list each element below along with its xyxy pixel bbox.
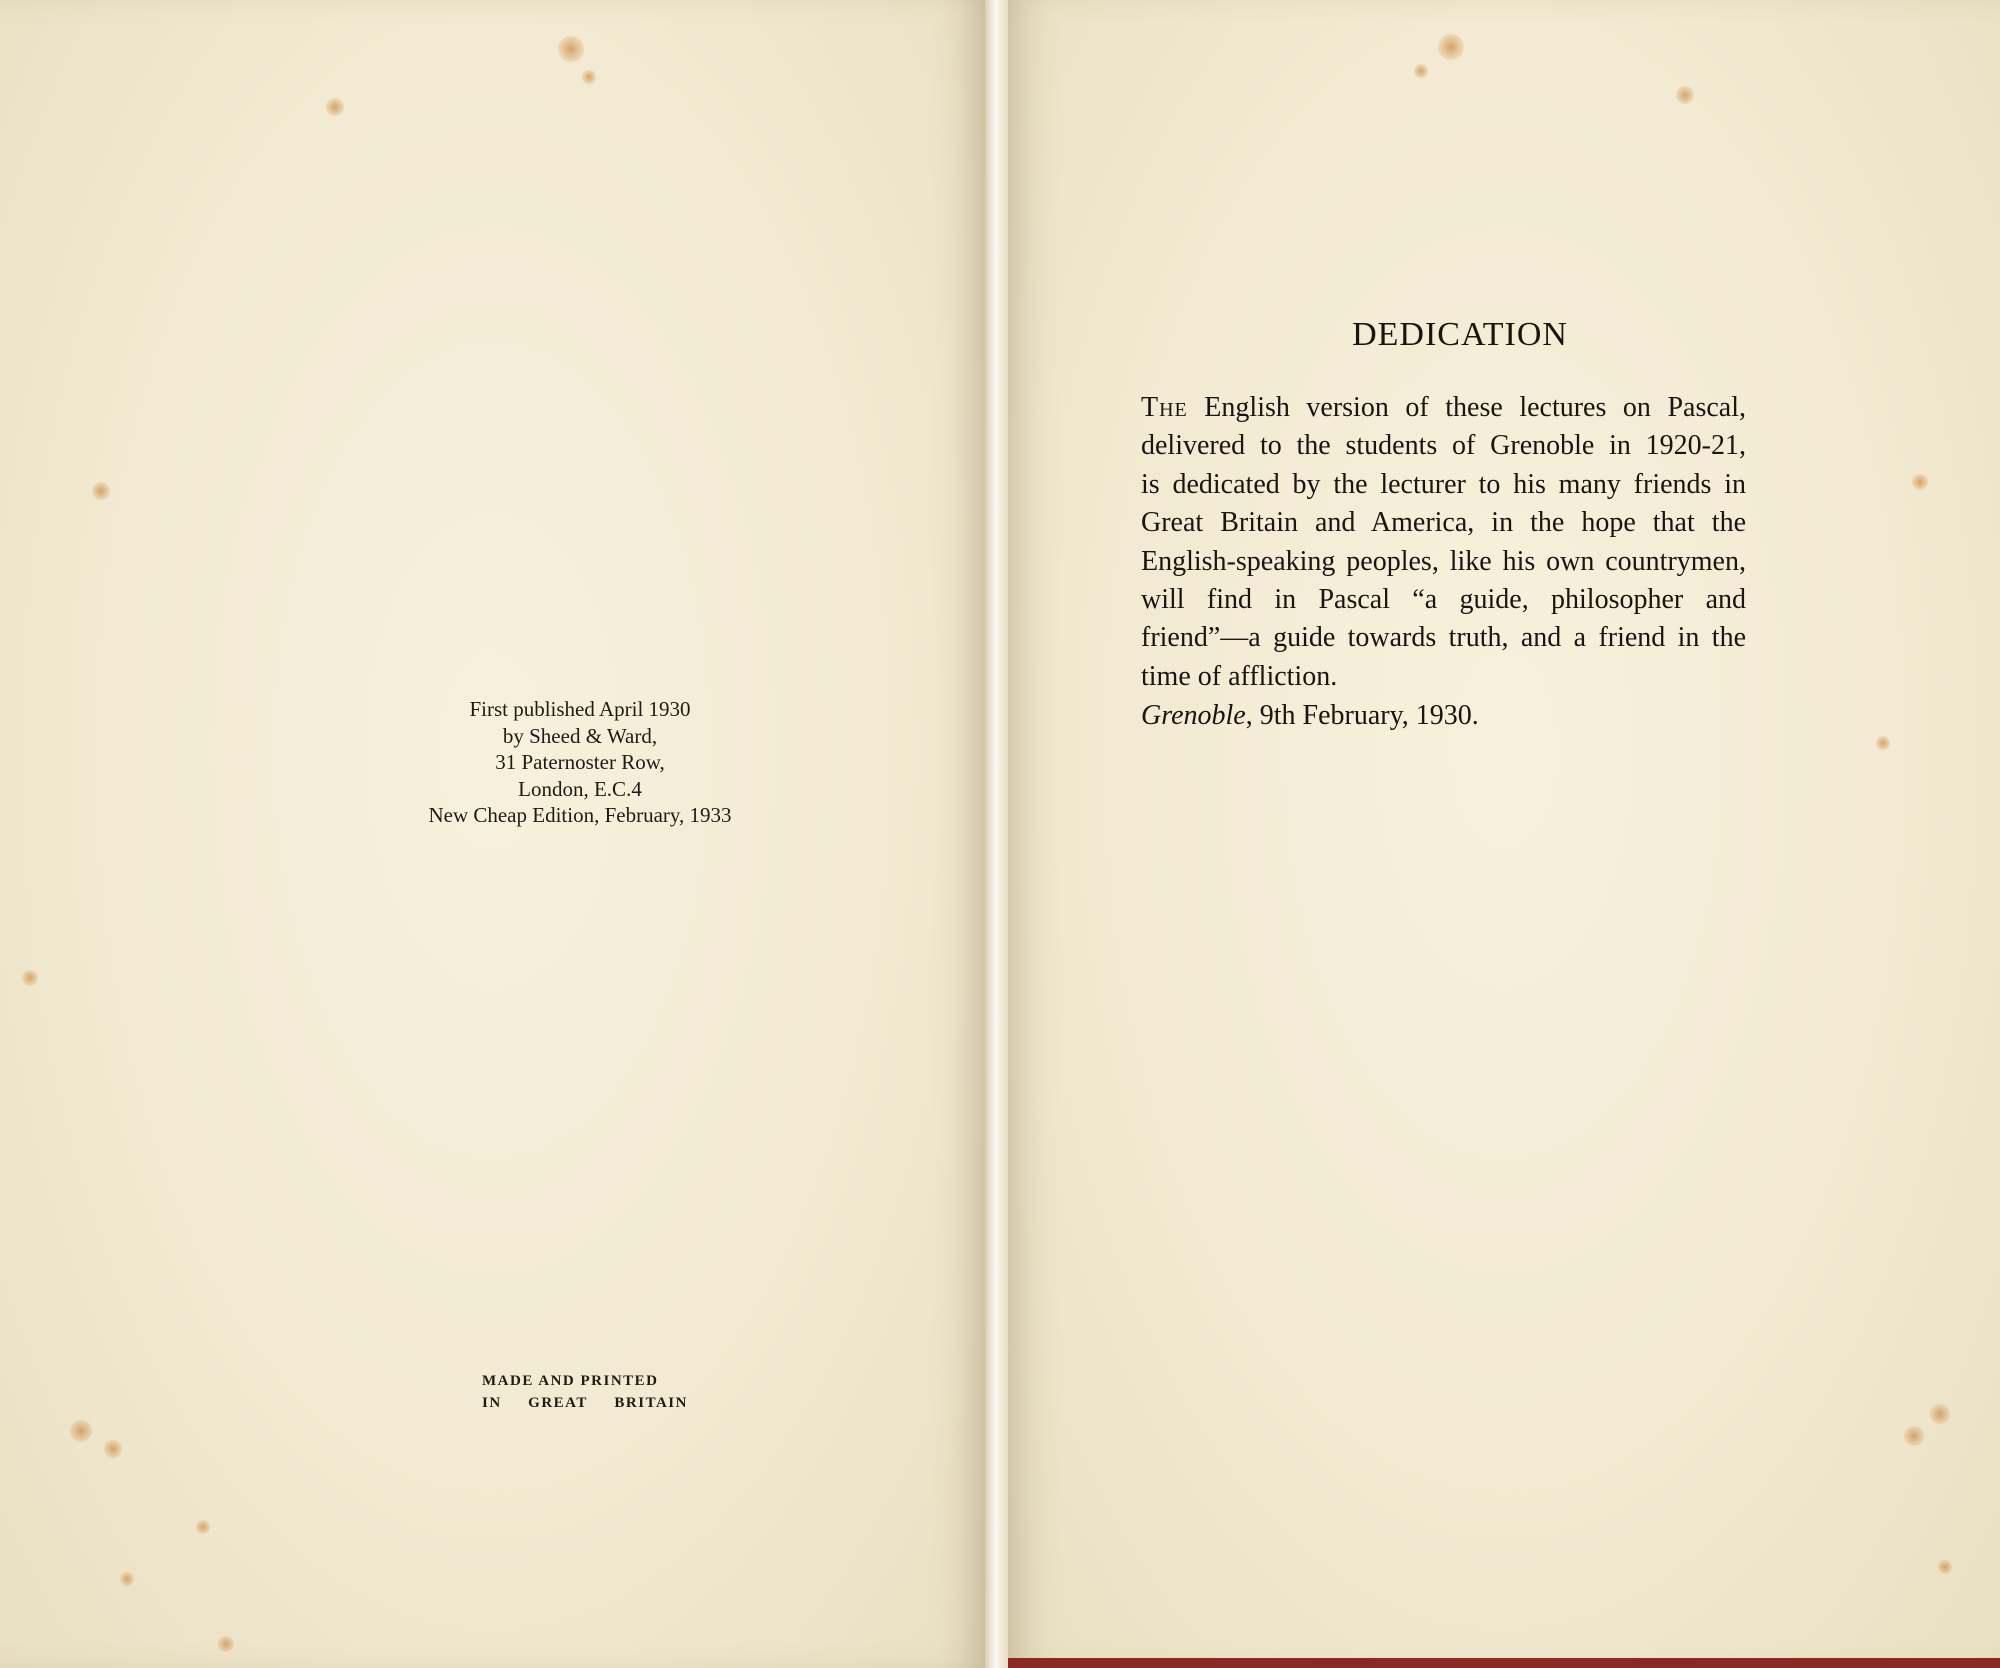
foxing-spot xyxy=(22,970,38,986)
foxing-spot xyxy=(1938,1560,1952,1574)
dedication-line: Great Britain and America, in the hope that the xyxy=(1141,507,1746,539)
dedication-first-word: The xyxy=(1141,392,1188,423)
made-in-line-2 xyxy=(482,1392,688,1414)
dedication-text xyxy=(1141,389,1746,696)
foxing-spot xyxy=(92,482,110,500)
dedication-title: DEDICATION xyxy=(1352,316,1568,353)
page-edge xyxy=(1008,1658,2000,1668)
right-page xyxy=(1008,0,2000,1668)
foxing-spot xyxy=(558,36,584,62)
book-gutter xyxy=(985,0,1008,1668)
imprint-line: 31 Paternoster Row, xyxy=(495,750,665,774)
foxing-spot xyxy=(104,1440,122,1458)
signoff-date: , 9th February, 1930. xyxy=(1245,700,1479,731)
signoff-place: Grenoble xyxy=(1141,700,1246,731)
foxing-spot xyxy=(326,98,344,116)
dedication-line: will find in Pascal “a guide, philosopher and xyxy=(1141,583,1746,615)
foxing-spot xyxy=(1438,34,1464,60)
foxing-spot xyxy=(1414,64,1428,78)
imprint-line: by Sheed & Ward, xyxy=(502,723,658,748)
publication-imprint xyxy=(380,696,780,829)
dedication-line-rest: English version of these lectures on Pascal, xyxy=(1187,392,1746,423)
imprint-line: First published April 1930 xyxy=(469,697,691,721)
left-page xyxy=(0,0,985,1668)
made-in-line-1: MADE AND PRINTED xyxy=(482,1373,659,1389)
foxing-spot xyxy=(1876,736,1890,750)
foxing-spot xyxy=(1912,474,1928,490)
dedication-signoff xyxy=(1141,700,1479,732)
foxing-spot xyxy=(582,70,596,84)
imprint-line: New Cheap Edition, February, 1933 xyxy=(428,803,732,827)
dedication-line xyxy=(1141,389,1746,427)
foxing-spot xyxy=(1904,1426,1924,1446)
foxing-spot xyxy=(70,1420,92,1442)
dedication-line: time of affliction. xyxy=(1141,660,1338,692)
foxing-spot xyxy=(1676,86,1694,104)
dedication-line: English-speaking peoples, like his own countrymen, xyxy=(1141,545,1746,577)
dedication-line: is dedicated by the lecturer to his many friends in xyxy=(1141,468,1746,500)
imprint-line: London, E.C.4 xyxy=(518,776,642,801)
made-in-word: BRITAIN xyxy=(614,1395,688,1411)
foxing-spot xyxy=(120,1572,134,1586)
made-in-notice xyxy=(482,1370,688,1414)
foxing-spot xyxy=(196,1520,210,1534)
dedication-line: friend”—a guide towards truth, and a friend in the xyxy=(1141,622,1746,654)
foxing-spot xyxy=(218,1636,234,1652)
made-in-word: GREAT xyxy=(528,1395,588,1411)
dedication-line: delivered to the students of Grenoble in 1920-21, xyxy=(1141,430,1746,462)
made-in-word: IN xyxy=(482,1395,502,1411)
foxing-spot xyxy=(1930,1404,1950,1424)
